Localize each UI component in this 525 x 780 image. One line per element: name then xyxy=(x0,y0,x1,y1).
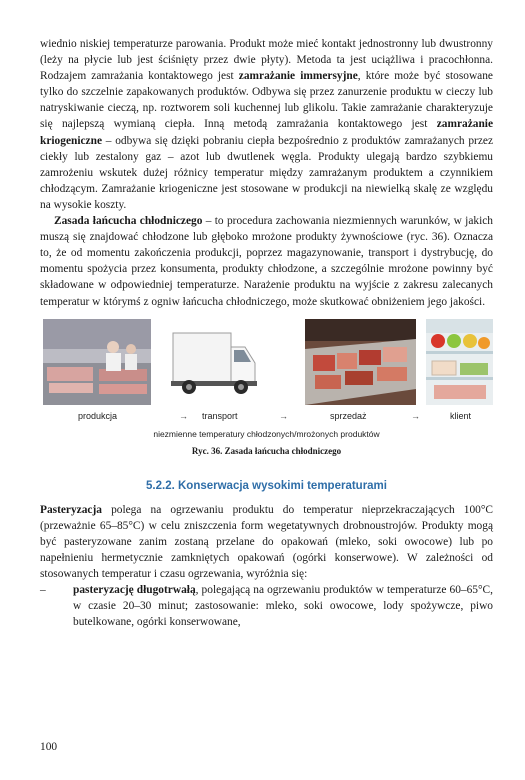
term-long-pasteurization: pasteryzację długotrwałą xyxy=(73,584,196,597)
paragraph-contact-freezing xyxy=(40,36,493,213)
fridge-photo-image xyxy=(426,319,493,405)
arrow-icon: → xyxy=(411,410,420,421)
term-pasteurization: Pasteryzacja xyxy=(40,503,102,516)
figure-sub-caption: niezmienne temperatury chłodzonych/mrożonych produktów xyxy=(153,428,380,439)
figure-cold-chain xyxy=(40,319,493,440)
label-customer: klient xyxy=(450,410,472,421)
text-segment: , polegającą na ogrzewaniu produktów w temperaturze 60–65°C, w czasie 20–30 minut; zastosowanie: mleko, soki owocowe, lody spożywcze, piwo butelkowane, ogórki konserwowane, xyxy=(73,584,493,629)
photo-fridge xyxy=(426,319,493,405)
text-segment: , które może być stosowane tylko do szczelnie zapakowanych produktów. Odbywa się przez zanurzenie produktu w cieczy lub natryskiwanie cieczą, np. roztworem soli kuchennej lub glikolu. Takie zamrażanie charakteryzuje się najlepszą wymianą ciepła. Inną metodą zamrażania kontaktowego jest xyxy=(40,70,493,131)
figure-caption: Ryc. 36. Zasada łańcucha chłodniczego xyxy=(191,445,342,456)
production-photo-image xyxy=(43,319,151,405)
page-content xyxy=(40,36,493,630)
term-cryogenic-freezing: zamrażanie kriogeniczne xyxy=(40,118,493,147)
text-segment: wiednio niskiej temperaturze parowania. Produkt może mieć kontakt jednostronny lub dwustronny (leży na płycie lub jest ściśnięty przez dwie płyty). Metoda ta jest uciążliwa i pracochłonna. Rodzajem zamrażania kontaktowego jest xyxy=(40,38,493,83)
truck-photo-image xyxy=(165,319,260,405)
label-sale: sprzedaż xyxy=(330,410,367,421)
term-cold-chain: Zasada łańcucha chłodniczego xyxy=(54,215,203,228)
text-segment: – to procedura zachowania niezmiennych warunków, w jakich muszą się znajdować chłodzone lub głęboko mrożone produkty żywnościowe (ryc. 36). Oznacza to, że od momentu zakończenia produkcji, poprzez magazynowanie, transport i dystrybucję, do momentu spożycia przez konsumenta, produkty chłodzone, a szczególnie mrożone powinny być składowane w odpowiedniej temperaturze. Narażenie produktu na wyjście z zakresu zalecanych temperatur w którymś z ogniw łańcucha chłodniczego, może skutkować obniżeniem jego jakości. xyxy=(40,215,493,308)
page-number: 100 xyxy=(40,741,58,753)
cold-chain-flow-labels xyxy=(40,411,493,425)
list-item xyxy=(40,582,493,630)
photo-production xyxy=(43,319,151,405)
photo-shop-counter xyxy=(305,319,416,405)
arrow-icon: → xyxy=(279,410,288,421)
text-segment: polega na ogrzewaniu produktu do temperatur nieprzekraczających 100°C (przeważnie 65–85°C) w celu zniszczenia form wegetatywnych drobnoustrojów. Produkty mogą być pasteryzowane zanim zostaną przelane do opakowań (mleko, soki owocowe) lub po napełnieniu hermetycznie zamkniętych opakowań (ogórki konserwowe). W zależności od stosowanych temperatur i czasu ogrzewania, wyróżnia się: xyxy=(40,503,493,580)
label-production: produkcja xyxy=(78,410,118,421)
section-title: 5.2.2. Konserwacja wysokimi temperaturami xyxy=(146,479,387,492)
arrow-icon: → xyxy=(179,410,188,421)
label-transport: transport xyxy=(202,410,238,421)
list-dash: – xyxy=(40,584,46,597)
pasteurization-types-list xyxy=(40,582,493,630)
term-immersion-freezing: zamrażanie immersyjne xyxy=(238,70,358,83)
paragraph-cold-chain xyxy=(40,213,493,310)
paragraph-pasteurization xyxy=(40,502,493,582)
photo-transport xyxy=(165,319,260,405)
text-segment: – odbywa się dzięki pobraniu ciepła bezpośrednio z produktów zamrażanych przez ciekły lub zestalony gaz – azot lub dwutlenek węgla. Produkty ulegają bardzo szybkiemu zamrożeniu wskutek dużej różnicy temperatur między zamrażanym produktem a czynnikiem chłodzącym. Zamrażanie kriogeniczne jest stosowane w produkcji na niewielką skalę ze względu na wysokie koszty. xyxy=(40,134,493,211)
shop-photo-image xyxy=(305,319,416,405)
